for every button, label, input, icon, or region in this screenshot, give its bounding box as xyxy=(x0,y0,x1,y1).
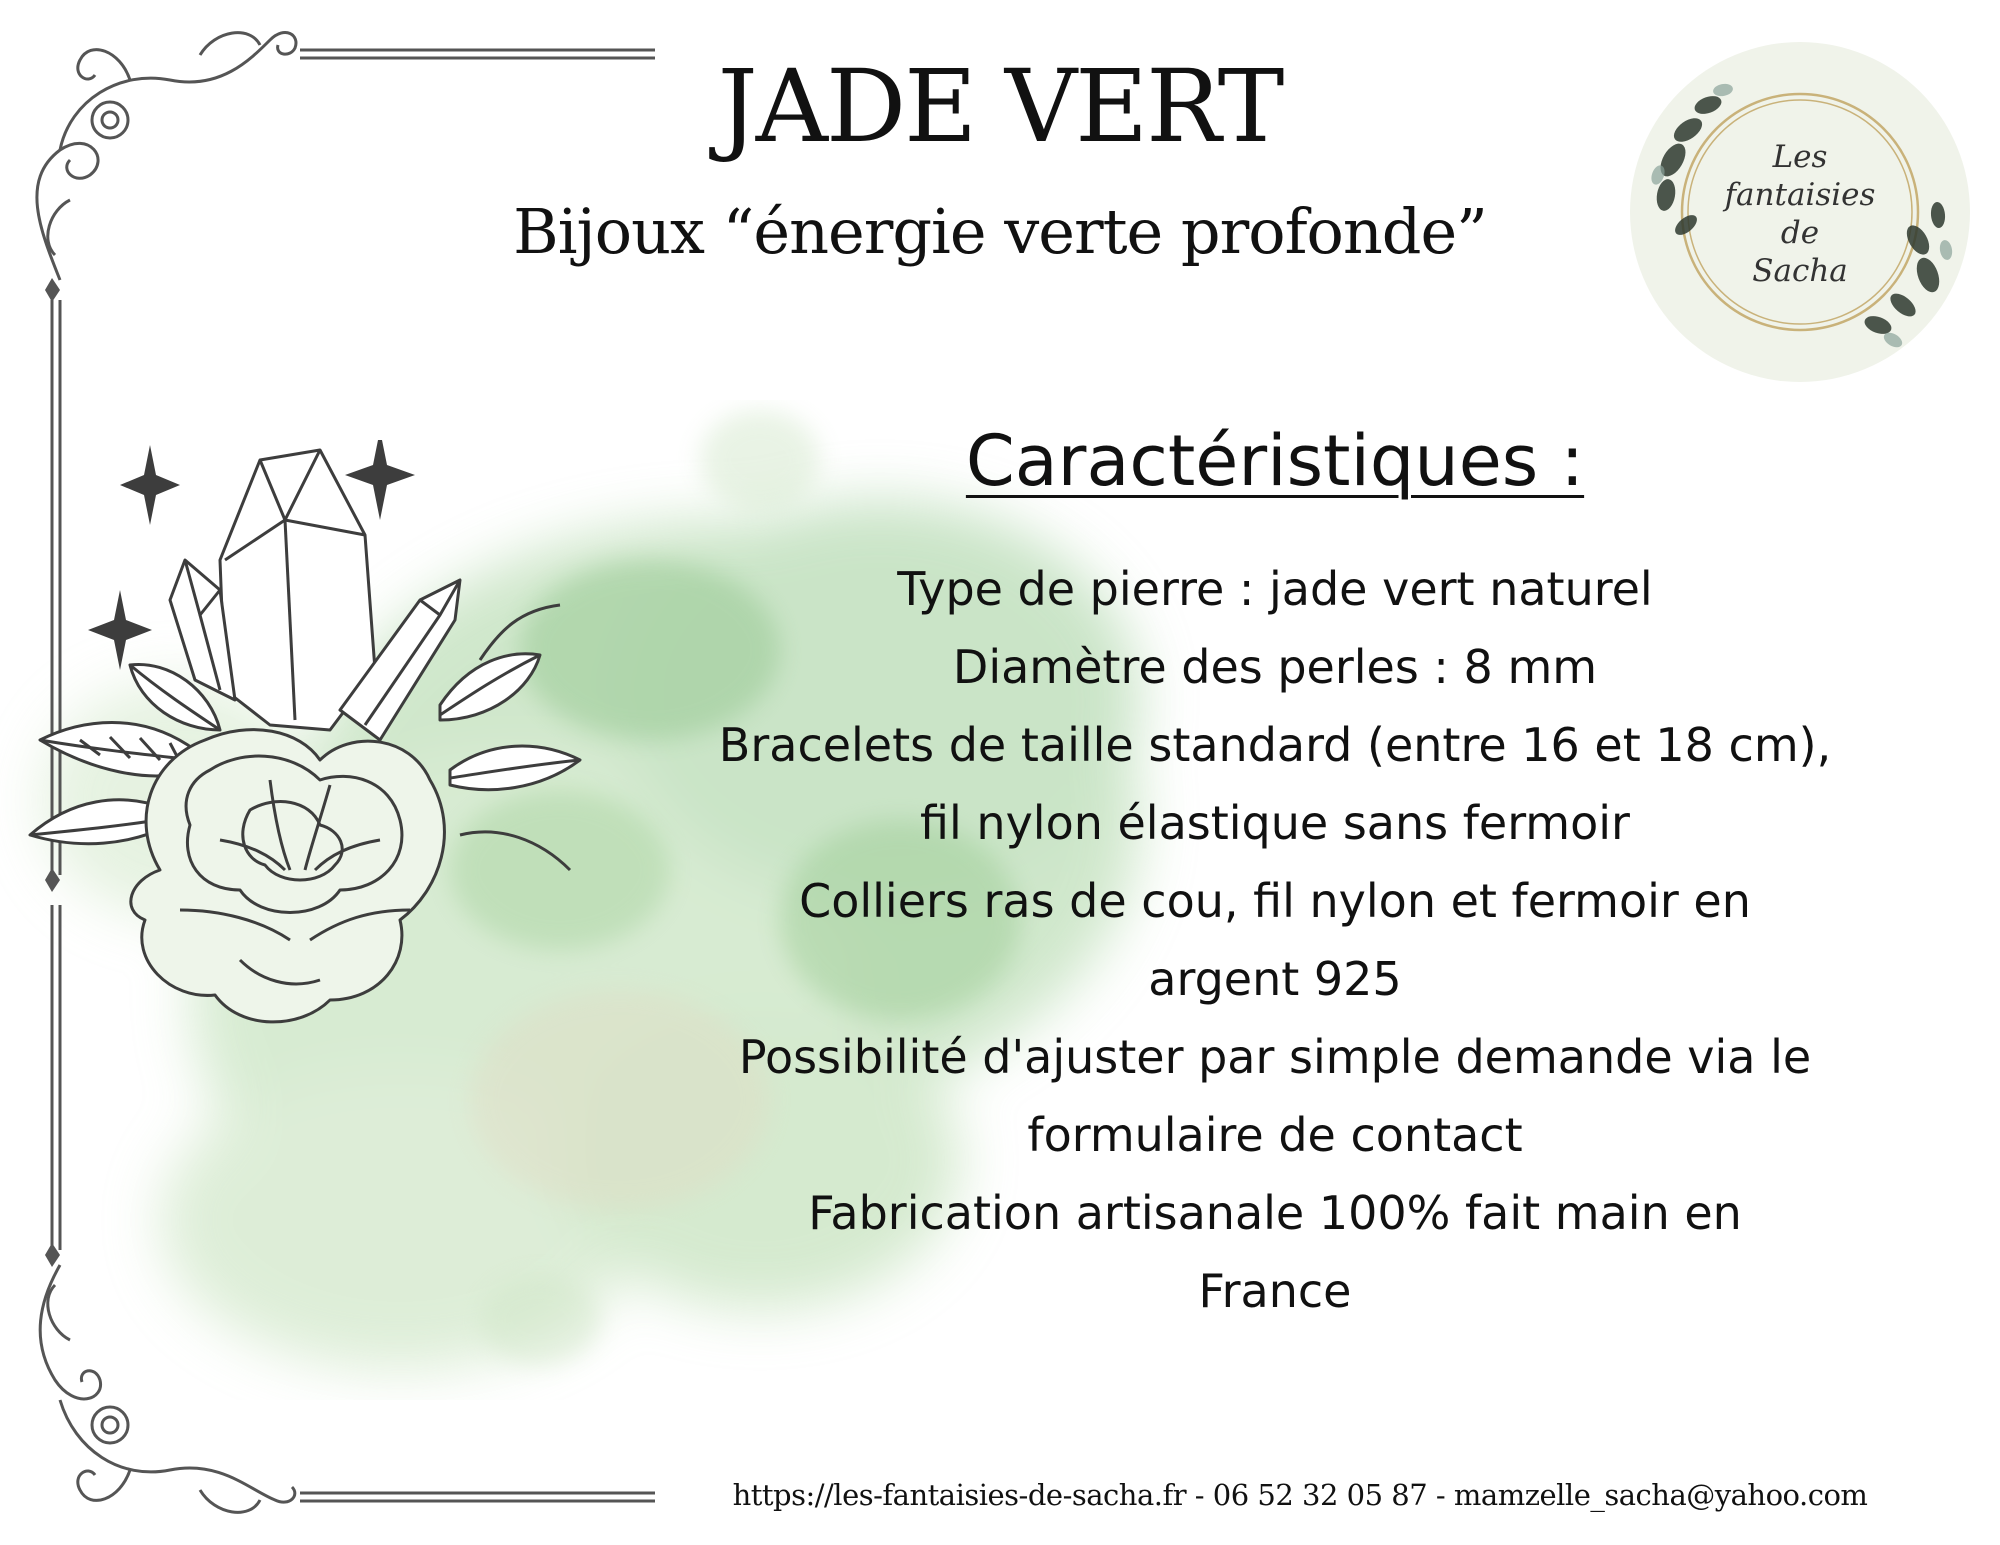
logo-line: Sacha xyxy=(1752,253,1848,289)
logo-line: fantaisies xyxy=(1724,177,1876,213)
brand-logo-text xyxy=(1628,138,1972,290)
peony-flower-icon xyxy=(131,730,445,1022)
feature-line: Diamètre des perles : 8 mm xyxy=(952,640,1598,694)
feature-line: France xyxy=(1198,1264,1352,1318)
page-subtitle: Bijoux “énergie verte profonde” xyxy=(513,195,1487,268)
feature-line: Possibilité d'ajuster par simple demande via le xyxy=(738,1030,1812,1084)
feature-line: fil nylon élastique sans fermoir xyxy=(920,796,1630,850)
feature-line: Colliers ras de cou, fil nylon et fermoir en xyxy=(799,874,1751,928)
feature-line: Fabrication artisanale 100% fait main en xyxy=(808,1186,1742,1240)
features-list xyxy=(600,550,1950,1330)
feature-line: Bracelets de taille standard (entre 16 et 18 cm), xyxy=(718,718,1832,772)
logo-line: Les xyxy=(1772,139,1828,175)
features-heading: Caractéristiques : xyxy=(965,420,1585,502)
crystal-cluster-icon xyxy=(20,440,640,1060)
logo-line: de xyxy=(1780,215,1820,251)
contact-footer: https://les-fantaisies-de-sacha.fr - 06 52 32 05 87 - mamzelle_sacha@yahoo.com xyxy=(732,1478,1868,1512)
page-title: JADE VERT xyxy=(717,48,1283,165)
feature-line: argent 925 xyxy=(1148,952,1402,1006)
feature-line: formulaire de contact xyxy=(1027,1108,1523,1162)
feature-line: Type de pierre : jade vert naturel xyxy=(897,562,1653,616)
